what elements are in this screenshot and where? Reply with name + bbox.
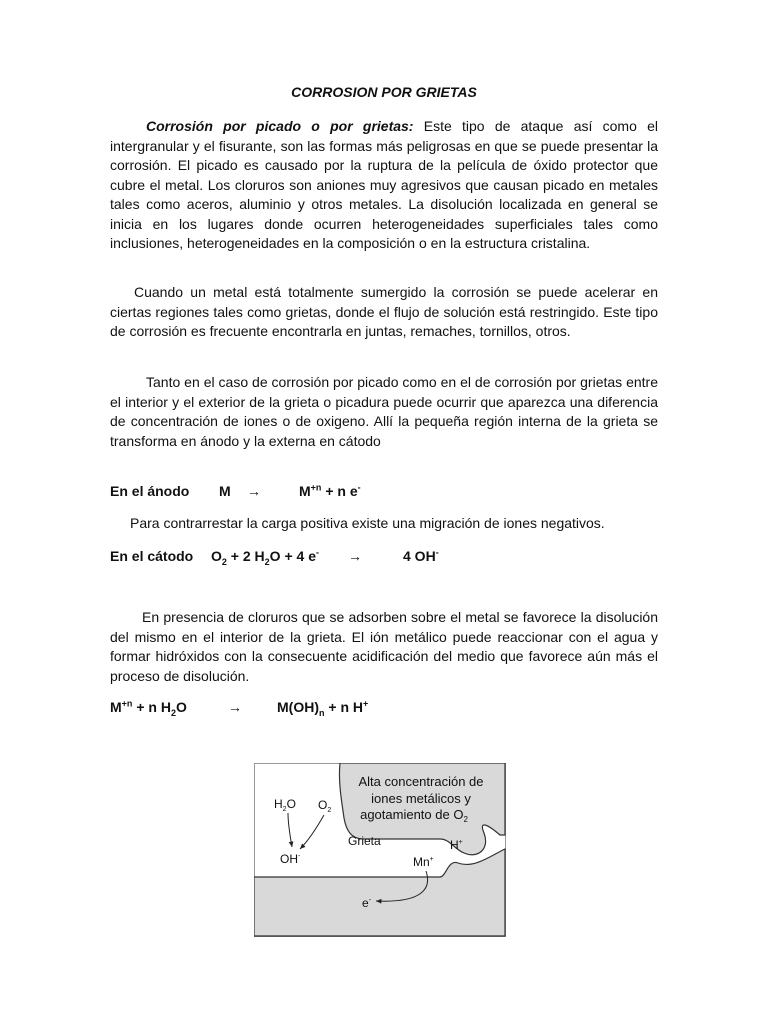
cathode-reactants: $O_2 + 2$ $H_2O + 4$ e- [211, 547, 319, 567]
electron-label: e- [362, 896, 372, 910]
paragraph-text: Este tipo de ataque así como el intergranular y el fisurante, son las formas más peligrosas en que se puede presentar la corrosión. El picado es causado por la ruptura de la película de óxido protector que cubre el metal. Los cloruros son aniones muy agresivos que causan picado en metales tales como aceros, aluminio y otros metales. La disolución localizada en general se inicia en los lugares donde ocurren heterogeneidades superficiales tales como inclusiones, heterogeneidades en la composición o en la estructura cristalina. [110, 118, 659, 251]
oh-label: OH- [280, 852, 301, 866]
mn-label: Mn+ [413, 855, 434, 869]
h2o-label: $H_2O$ [274, 797, 296, 813]
diagram-label-line1: Alta concentración de [358, 774, 484, 789]
diagram-label-line2: iones metálicos y [371, 791, 471, 806]
paragraph-negative-ions: Para contrarrestar la carga positiva existe una migración de iones negativos. [130, 515, 605, 531]
anode-product: $M^{+n} + n$ e- [299, 482, 361, 499]
paragraph-lead: Corrosión por picado o por grietas: [146, 118, 414, 134]
document-title: CORROSION POR GRIETAS [291, 84, 477, 100]
paragraph-chlorides: En presencia de cloruros que se adsorben sobre el metal se favorece la disolución del mismo en el interior de la grieta. El ión metálico puede reaccionar con el agua y formar hidróxidos con la consecuente acidificación del medio que favorece aún más el proceso de disolución. [110, 609, 658, 684]
o2-label: $O_2$ [318, 798, 332, 814]
paragraph-concentration: Tanto en el caso de corrosión por picado como en el de corrosión por grietas entre el interior y el exterior de la grieta o picadura puede ocurrir que aparezca una diferencia de concentración de iones o de oxigeno. Allí la pequeña región interna de la grieta se transforma en ánodo y la externa en cátodo [110, 374, 658, 449]
arrow-icon: → [247, 483, 261, 499]
cathode-product: 4 OH- [403, 547, 439, 564]
paragraph-pitting [110, 117, 658, 254]
h-plus-label: H+ [450, 838, 463, 852]
hydrolysis-products: $M(OH)_n + n$ H+ [277, 698, 369, 718]
anode-reactant: M [219, 483, 231, 499]
paragraph-crevice: Cuando un metal está totalmente sumergido la corrosión se puede acelerar en ciertas regiones tales como grietas, donde el flujo de solución está restringido. Este tipo de corrosión es frecuente encontrarla en juntas, remaches, tornillos, otros. [110, 284, 658, 339]
anode-label: En el ánodo [110, 483, 190, 499]
arrow-icon: → [228, 699, 242, 715]
cathode-label: En el cátodo [110, 548, 194, 564]
hydrolysis-reactants: $M^{+n} + n$ $H_2O$ [110, 698, 187, 718]
diagram-label-line3: agotamiento de $O_2$ [360, 807, 468, 824]
crevice-corrosion-diagram [254, 763, 506, 937]
grieta-label: Grieta [348, 834, 381, 848]
arrow-icon: → [348, 548, 362, 564]
